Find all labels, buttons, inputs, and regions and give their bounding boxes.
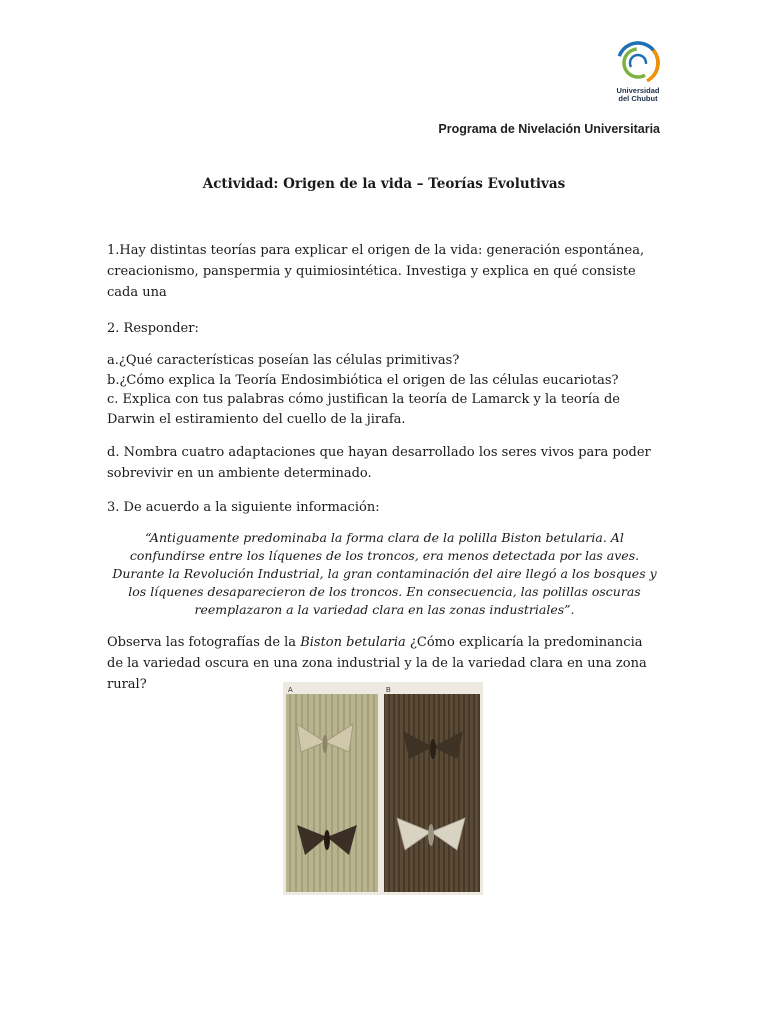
university-logo — [606, 40, 670, 116]
question-2d: d. Nombra cuatro adaptaciones que hayan desarrollado los seres vivos para poder sobrevivir en un ambiente determinado. — [107, 445, 651, 481]
photo-label-a: A — [288, 687, 293, 694]
logo-rings-icon — [615, 40, 661, 86]
moth-quote: “Antiguamente predominaba la forma clara de la polilla Biston betularia. Al confundirse entre los líquenes de los troncos, era menos detectada por las aves. Durante la Revolución Industrial, la gran contaminación del aire llegó a los bosques y los líquenes desaparecieron de los troncos. En consecuencia, las polillas oscuras reemplazaron a la variedad clara en las zonas industriales”. — [112, 530, 657, 617]
page-title: Actividad: Origen de la vida – Teorías Evolutivas — [202, 176, 566, 192]
question-1: 1.Hay distintas teorías para explicar el origen de la vida: generación espontánea, creacionismo, panspermia y quimiosintética. Investiga y explica en qué consiste cada una — [107, 243, 645, 300]
question-2b: b.¿Cómo explica la Teoría Endosimbiótica el origen de las células eucariotas? — [107, 372, 619, 388]
moth-photograph — [283, 682, 483, 895]
question-2-heading: 2. Responder: — [107, 321, 199, 336]
program-name: Programa de Nivelación Universitaria — [438, 122, 660, 136]
observe-suffix: ¿Cómo explicaría la predominancia de la variedad oscura en una zona industrial y la de la variedad clara en una zona rural? — [107, 635, 647, 692]
question-3-heading: 3. De acuerdo a la siguiente información: — [107, 500, 380, 515]
question-2-abc — [107, 351, 662, 429]
question-2c: c. Explica con tus palabras cómo justifican la teoría de Lamarck y la teoría de Darwin el estiramiento del cuello de la jirafa. — [107, 392, 620, 427]
observe-prefix: Observa las fotografías de la — [107, 635, 301, 650]
photo-label-b: B — [386, 687, 391, 694]
species-name: Biston betularia — [300, 635, 406, 650]
logo-name-line1: Universidad — [616, 86, 660, 95]
question-2a: a.¿Qué características poseían las células primitivas? — [107, 353, 460, 368]
logo-name-line2: del Chubut — [618, 94, 658, 103]
